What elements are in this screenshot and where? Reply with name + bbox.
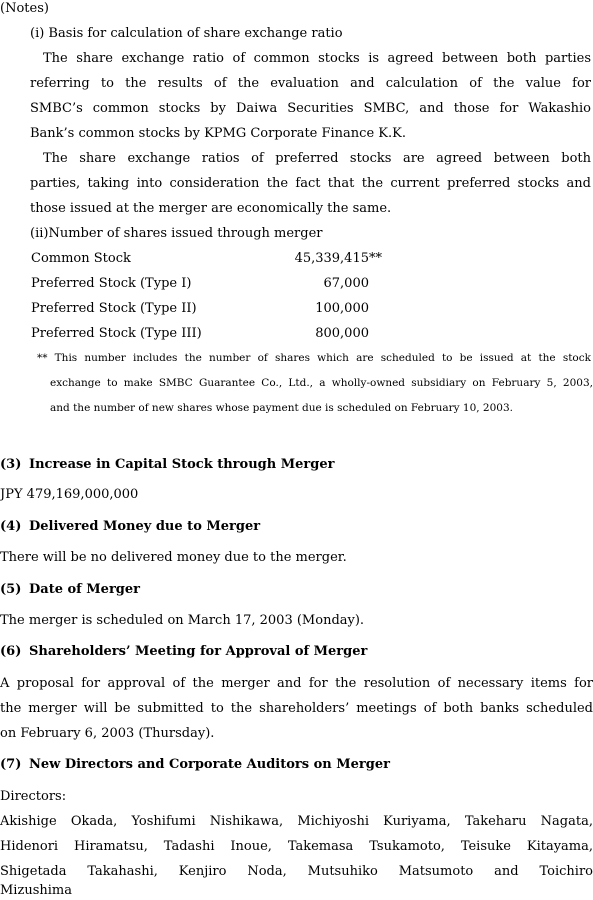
section-body-line: There will be no delivered money due to the merger. bbox=[0, 550, 347, 565]
footnote-line: ** This number includes the number of shares which are scheduled to be issued at the stock bbox=[37, 352, 591, 364]
footnote-line: and the number of new shares whose payment due is scheduled on February 10, 2003. bbox=[50, 402, 513, 414]
section-i-para2-line: parties, taking into consideration the fact that the current preferred stocks and bbox=[30, 176, 591, 191]
section-i-para2-line: The share exchange ratios of preferred stocks are agreed between both bbox=[43, 151, 591, 166]
share-row-label: Preferred Stock (Type III) bbox=[31, 326, 202, 341]
section-title: New Directors and Corporate Auditors on Merger bbox=[29, 757, 390, 772]
section-i-para2-line: those issued at the merger are economically the same. bbox=[30, 201, 392, 216]
section-heading bbox=[0, 581, 140, 599]
share-row-value: 45,339,415** bbox=[294, 251, 382, 266]
section-body-line: The merger is scheduled on March 17, 2003 (Monday). bbox=[0, 613, 365, 628]
section-number: (3) bbox=[0, 457, 22, 472]
section-ii-title: (ii)Number of shares issued through merger bbox=[30, 226, 323, 241]
section-i-para1-line: SMBC’s common stocks by Daiwa Securities SMBC, and those for Wakashio bbox=[30, 101, 591, 116]
share-row-value: 100,000 bbox=[315, 301, 369, 316]
section-i-para1-line: The share exchange ratio of common stocks is agreed between both parties bbox=[43, 51, 591, 66]
section-body-line: Akishige Okada, Yoshifumi Nishikawa, Michiyoshi Kuriyama, Takeharu Nagata, bbox=[0, 814, 593, 829]
share-row-value: 800,000 bbox=[315, 326, 369, 341]
section-title: Shareholders’ Meeting for Approval of Merger bbox=[29, 644, 368, 659]
section-heading bbox=[0, 643, 367, 661]
section-body-line: Mizushima bbox=[0, 883, 72, 898]
section-number: (4) bbox=[0, 519, 22, 534]
section-number: (5) bbox=[0, 582, 22, 597]
section-i-title: (i) Basis for calculation of share exchange ratio bbox=[30, 26, 343, 41]
section-body-line: Shigetada Takahashi, Kenjiro Noda, Mutsuhiko Matsumoto and Toichiro bbox=[0, 864, 593, 879]
section-heading bbox=[0, 756, 390, 774]
section-i-para1-line: referring to the results of the evaluation and calculation of the value for bbox=[30, 76, 591, 91]
section-title: Delivered Money due to Merger bbox=[29, 519, 261, 534]
section-body-line: Hidenori Hiramatsu, Tadashi Inoue, Takemasa Tsukamoto, Teisuke Kitayama, bbox=[0, 839, 593, 854]
section-body-line: Directors: bbox=[0, 789, 67, 804]
section-body-line: A proposal for approval of the merger and for the resolution of necessary items for bbox=[0, 676, 593, 691]
share-row-label: Common Stock bbox=[31, 251, 131, 266]
section-body-line: the merger will be submitted to the shareholders’ meetings of both banks scheduled bbox=[0, 701, 593, 716]
share-row-label: Preferred Stock (Type I) bbox=[31, 276, 192, 291]
section-body-line: on February 6, 2003 (Thursday). bbox=[0, 726, 215, 741]
footnote-line: exchange to make SMBC Guarantee Co., Ltd., a wholly-owned subsidiary on February 5, 2003, bbox=[50, 377, 593, 389]
section-title: Date of Merger bbox=[29, 582, 141, 597]
section-heading bbox=[0, 456, 334, 474]
share-row-label: Preferred Stock (Type II) bbox=[31, 301, 197, 316]
share-row-value: 67,000 bbox=[323, 276, 369, 291]
section-body-line: JPY 479,169,000,000 bbox=[0, 487, 139, 502]
section-number: (6) bbox=[0, 644, 22, 659]
notes-label: (Notes) bbox=[0, 1, 49, 16]
section-number: (7) bbox=[0, 757, 22, 772]
section-title: Increase in Capital Stock through Merger bbox=[29, 457, 335, 472]
section-i-para1-line: Bank’s common stocks by KPMG Corporate Finance K.K. bbox=[30, 126, 406, 141]
section-heading bbox=[0, 518, 260, 536]
